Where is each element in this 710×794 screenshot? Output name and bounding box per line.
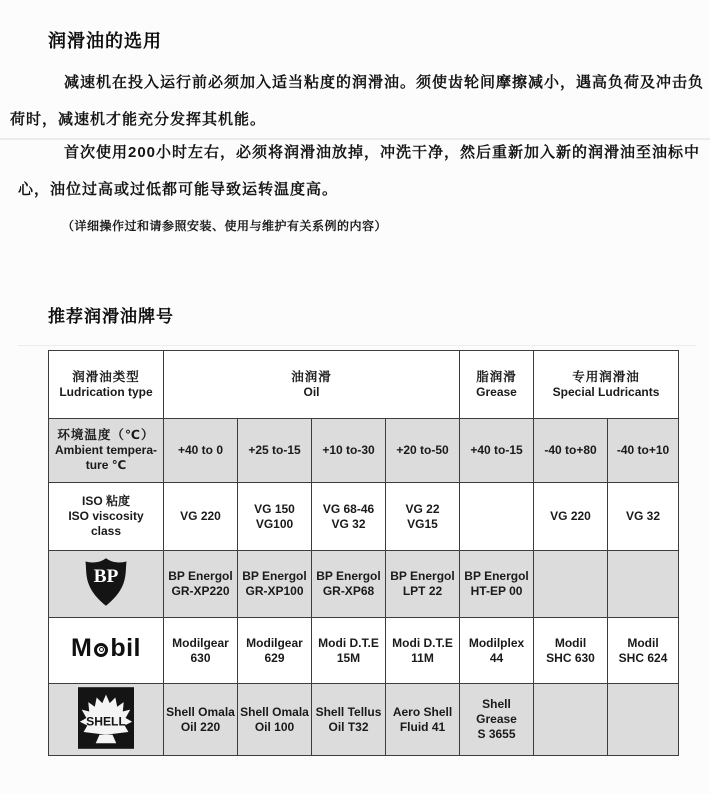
bp-logo-cell	[49, 551, 164, 618]
paragraph-1-line-1: 减速机在投入运行前必须加入适当粘度的润滑油。须使齿轮间摩擦减小，遇高负荷及冲击负	[64, 74, 705, 91]
temp-range-cell: +10 to-30	[312, 419, 386, 483]
header-oil: 油润滑 Oil	[164, 351, 460, 419]
temp-range-cell: -40 to+10	[608, 419, 679, 483]
bp-product-cell	[608, 551, 679, 618]
shell-product-cell: Shell Grease S 3655	[460, 684, 534, 756]
mobil-product-cell: Modilgear 630	[164, 618, 238, 684]
viscosity-cell	[460, 483, 534, 551]
page-title: 润滑油的选用	[48, 31, 162, 51]
paragraph-2-line-2: 心，油位过高或过低都可能导致运转温度高。	[18, 181, 339, 198]
temp-range-cell: -40 to+80	[534, 419, 608, 483]
viscosity-cell: VG 32	[608, 483, 679, 551]
bp-shield-logo-icon	[79, 555, 133, 609]
temp-range-cell: +40 to-15	[460, 419, 534, 483]
shell-pecten-logo-icon	[78, 687, 134, 749]
mobil-product-cell: Modi D.T.E 11M	[386, 618, 460, 684]
temp-range-cell: +40 to 0	[164, 419, 238, 483]
temp-range-cell: +20 to-50	[386, 419, 460, 483]
shell-row	[49, 684, 679, 756]
scan-artifact-line	[0, 138, 710, 140]
svg-text:SHELL: SHELL	[86, 713, 126, 728]
ambient-temperature-row	[49, 419, 679, 483]
svg-text:BP: BP	[93, 566, 119, 587]
header-grease: 脂润滑 Grease	[460, 351, 534, 419]
mobil-product-cell: Modil SHC 630	[534, 618, 608, 684]
mobil-product-cell: Modilplex 44	[460, 618, 534, 684]
lubricant-recommendation-table	[48, 350, 679, 756]
viscosity-cell: VG 68-46 VG 32	[312, 483, 386, 551]
mobil-row	[49, 618, 679, 684]
shell-product-cell: Shell Tellus Oil T32	[312, 684, 386, 756]
scan-artifact-line	[18, 345, 696, 346]
shell-product-cell	[534, 684, 608, 756]
shell-product-cell: Shell Omala Oil 220	[164, 684, 238, 756]
row-label-iso-viscosity: ISO 粘度 ISO viscosity class	[49, 483, 164, 551]
bp-row	[49, 551, 679, 618]
viscosity-cell: VG 150 VG100	[238, 483, 312, 551]
bp-product-cell	[534, 551, 608, 618]
shell-product-cell	[608, 684, 679, 756]
bp-product-cell: BP Energol GR-XP68	[312, 551, 386, 618]
mobil-product-cell: Modil SHC 624	[608, 618, 679, 684]
bp-product-cell: BP Energol LPT 22	[386, 551, 460, 618]
mobil-o-ring-icon	[94, 643, 108, 657]
mobil-product-cell: Modi D.T.E 15M	[312, 618, 386, 684]
bp-product-cell: BP Energol GR-XP100	[238, 551, 312, 618]
shell-logo-cell	[49, 684, 164, 756]
shell-product-cell: Aero Shell Fluid 41	[386, 684, 460, 756]
row-label-ambient-temperature: 环境温度（℃） Ambient tempera- ture ℃	[49, 419, 164, 483]
viscosity-cell: VG 220	[534, 483, 608, 551]
paragraph-2-line-1: 首次使用200小时左右，必须将润滑油放掉，冲洗干净，然后重新加入新的润滑油至油标中	[64, 144, 701, 161]
viscosity-cell: VG 22 VG15	[386, 483, 460, 551]
shell-product-cell: Shell Omala Oil 100	[238, 684, 312, 756]
reference-note: （详细操作过和请参照安装、使用与维护有关系例的内容）	[62, 219, 388, 233]
paragraph-1-line-2: 荷时，减速机才能充分发挥其机能。	[10, 111, 267, 128]
table-header-row	[49, 351, 679, 419]
section-title: 推荐润滑油牌号	[48, 307, 174, 326]
bp-product-cell: BP Energol GR-XP220	[164, 551, 238, 618]
bp-product-cell: BP Energol HT-EP 00	[460, 551, 534, 618]
viscosity-cell: VG 220	[164, 483, 238, 551]
mobil-product-cell: Modilgear 629	[238, 618, 312, 684]
mobil-logo-cell	[49, 618, 164, 684]
header-special-lubricants: 专用润滑油 Special Ludricants	[534, 351, 679, 419]
temp-range-cell: +25 to-15	[238, 419, 312, 483]
mobil-logo-icon: M bil	[71, 634, 141, 663]
iso-viscosity-row	[49, 483, 679, 551]
header-lubrication-type: 润滑油类型 Ludrication type	[49, 351, 164, 419]
